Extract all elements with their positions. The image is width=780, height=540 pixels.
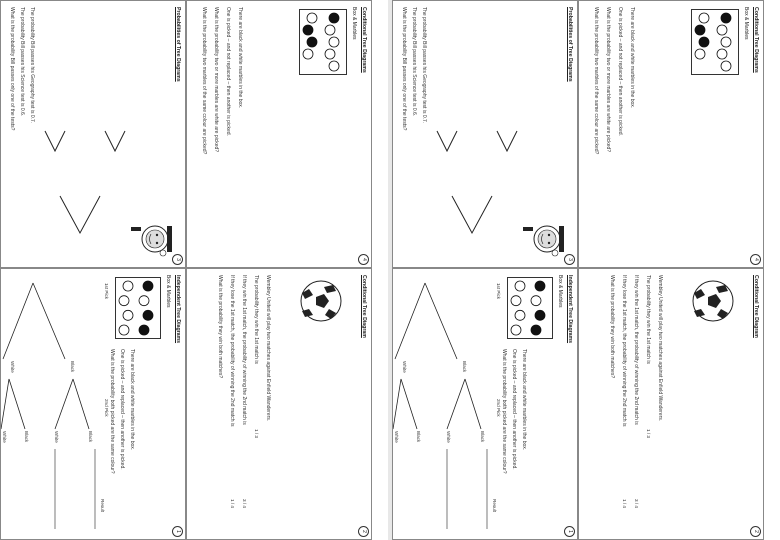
card-number: 1 [172, 526, 183, 537]
white-marble [329, 61, 339, 71]
white-marble [717, 49, 727, 59]
white-marble [695, 49, 705, 59]
question-line: The probability Bill passes his Science test is 0.6. [411, 7, 417, 117]
question-line: What is the probability two marbles of the same colour are picked? [593, 7, 599, 155]
card-content [186, 1, 371, 268]
card-title: Conditional Tree Diagram [753, 275, 759, 338]
card-title: Independent Tree Diagrams [567, 275, 573, 344]
first-pick-label: 1st Pick [496, 283, 501, 300]
question-line: The probability Bill passes his Geography test is 0.7. [29, 7, 35, 124]
card-number: 2 [358, 526, 369, 537]
card-number: 1 [564, 526, 575, 537]
card-content [0, 1, 185, 268]
result-label: Result [100, 499, 105, 513]
card-tree-probability [392, 0, 578, 268]
card-tree-probability [0, 0, 186, 268]
question-line: What is the probability Bill passes only one of the tests? [9, 7, 15, 131]
worksheet-right [392, 0, 780, 540]
card-content [392, 269, 577, 540]
card-number: 2 [750, 526, 761, 537]
card-title: Probabilities of Tree Diagrams [567, 7, 573, 82]
fraction: 1 / 4 [622, 499, 627, 508]
card-title: Conditional Tree Diagrams [361, 7, 367, 73]
card-number: 3 [172, 254, 183, 265]
branch-label: Black [70, 361, 75, 373]
fraction: 1 / 3 [254, 429, 259, 438]
tree-diagram [0, 269, 185, 540]
white-marble [329, 37, 339, 47]
card-subtitle: Box & Marbles [743, 7, 749, 40]
question-line: There are black and white marbles in the box. [237, 7, 243, 109]
card-content [578, 1, 763, 268]
branch-label: White [54, 431, 59, 443]
branch-label: White [446, 431, 451, 443]
card-subtitle: Box & Marbles [557, 275, 563, 308]
card-title: Independent Tree Diagrams [175, 275, 181, 344]
football-icon [578, 269, 763, 540]
question-line: If they win the 1st match, the probability of winning the 2nd match is [633, 275, 639, 425]
worksheet-left [0, 0, 388, 540]
card-number: 4 [358, 254, 369, 265]
card-subtitle: Box & Marbles [351, 7, 357, 40]
card-title: Conditional Tree Diagram [361, 275, 367, 338]
question-line: The probability they win the 1st match is [645, 275, 651, 364]
fraction: 1 / 4 [230, 499, 235, 508]
white-marble [699, 13, 709, 23]
black-marble [329, 13, 339, 23]
question-line: What is the probability both picked are the same colour? [501, 349, 507, 474]
question-line: If they win the 1st match, the probability of winning the 2nd match is [241, 275, 247, 425]
card-content [392, 1, 577, 268]
marbles-graphic [300, 10, 346, 74]
football-icon [186, 269, 371, 540]
fraction: 3 / 4 [242, 499, 247, 508]
white-marble [325, 49, 335, 59]
white-marble [721, 37, 731, 47]
marble-box [299, 9, 347, 75]
card-content [0, 269, 185, 540]
question-line: If they lose the 1st match, the probability of winning the 2nd match is [229, 275, 235, 427]
question-line: One is picked – and not replaced – then another is picked. [617, 7, 623, 136]
card-title: Conditional Tree Diagrams [753, 7, 759, 73]
black-marble [721, 13, 731, 23]
question-line: There are black and white marbles in the box. [521, 349, 527, 451]
question-line: Wembley United will play two matches against Enfield Wanderers. [265, 275, 271, 422]
second-pick-label: 2nd Pick [496, 399, 501, 417]
question-line: What is the probability both picked are the same colour? [109, 349, 115, 474]
question-line: Wembley United will play two matches against Enfield Wanderers. [657, 275, 663, 422]
question-line: What is the probability Bill passes only one of the tests? [401, 7, 407, 131]
card-subtitle: Box & Marbles [165, 275, 171, 308]
black-marble [699, 37, 709, 47]
question-line: The probability Bill passes his Geography test is 0.7. [421, 7, 427, 124]
branch-label: Black [24, 431, 29, 443]
question-line: One is picked – and replaced – then another is picked. [511, 349, 517, 470]
card-independent-tree [0, 268, 186, 540]
card-conditional-tree [578, 0, 764, 268]
marble-box [691, 9, 739, 75]
question-line: What is the probability two or more marbles are white are picked? [213, 7, 219, 153]
white-marble [721, 61, 731, 71]
branch-label: Black [88, 431, 93, 443]
card-conditional-football [186, 268, 372, 540]
question-line: What is the probability two or more marbles are white are picked? [605, 7, 611, 153]
branch-label: White [10, 361, 15, 373]
branch-label: White [402, 361, 407, 373]
question-line: One is picked – and not replaced – then another is picked. [225, 7, 231, 136]
card-independent-tree [392, 268, 578, 540]
marbles-graphic [692, 10, 738, 74]
question-line: The probability they win the 1st match is [253, 275, 259, 364]
question-line: There are black and white marbles in the box. [129, 349, 135, 451]
card-number: 4 [750, 254, 761, 265]
tree-diagram-blank [392, 1, 577, 268]
tree-diagram [392, 269, 577, 540]
white-marble [303, 49, 313, 59]
white-marble [325, 25, 335, 35]
branch-label: White [2, 431, 7, 443]
black-marble [695, 25, 705, 35]
black-marble [303, 25, 313, 35]
card-number: 3 [564, 254, 575, 265]
white-marble [717, 25, 727, 35]
fraction: 3 / 4 [634, 499, 639, 508]
card-content [578, 269, 763, 540]
question-line: What is the probability they win both matches? [609, 275, 615, 379]
card-content [186, 269, 371, 540]
card-title: Probabilities of Tree Diagrams [175, 7, 181, 82]
white-marble [307, 13, 317, 23]
question-line: One is picked – and replaced – then another is picked. [119, 349, 125, 470]
branch-label: White [394, 431, 399, 443]
result-label: Result [492, 499, 497, 513]
question-line: There are black and white marbles in the box. [629, 7, 635, 109]
branch-label: Black [416, 431, 421, 443]
question-line: What is the probability they win both matches? [217, 275, 223, 379]
first-pick-label: 1st Pick [104, 283, 109, 300]
card-conditional-tree [186, 0, 372, 268]
branch-label: Black [480, 431, 485, 443]
branch-label: Black [462, 361, 467, 373]
second-pick-label: 2nd Pick [104, 399, 109, 417]
question-line: The probability Bill passes his Science test is 0.6. [19, 7, 25, 117]
tree-diagram-blank [0, 1, 185, 268]
fraction: 1 / 3 [646, 429, 651, 438]
card-conditional-football [578, 268, 764, 540]
question-line: If they lose the 1st match, the probability of winning the 2nd match is [621, 275, 627, 427]
black-marble [307, 37, 317, 47]
question-line: What is the probability two marbles of the same colour are picked? [201, 7, 207, 155]
